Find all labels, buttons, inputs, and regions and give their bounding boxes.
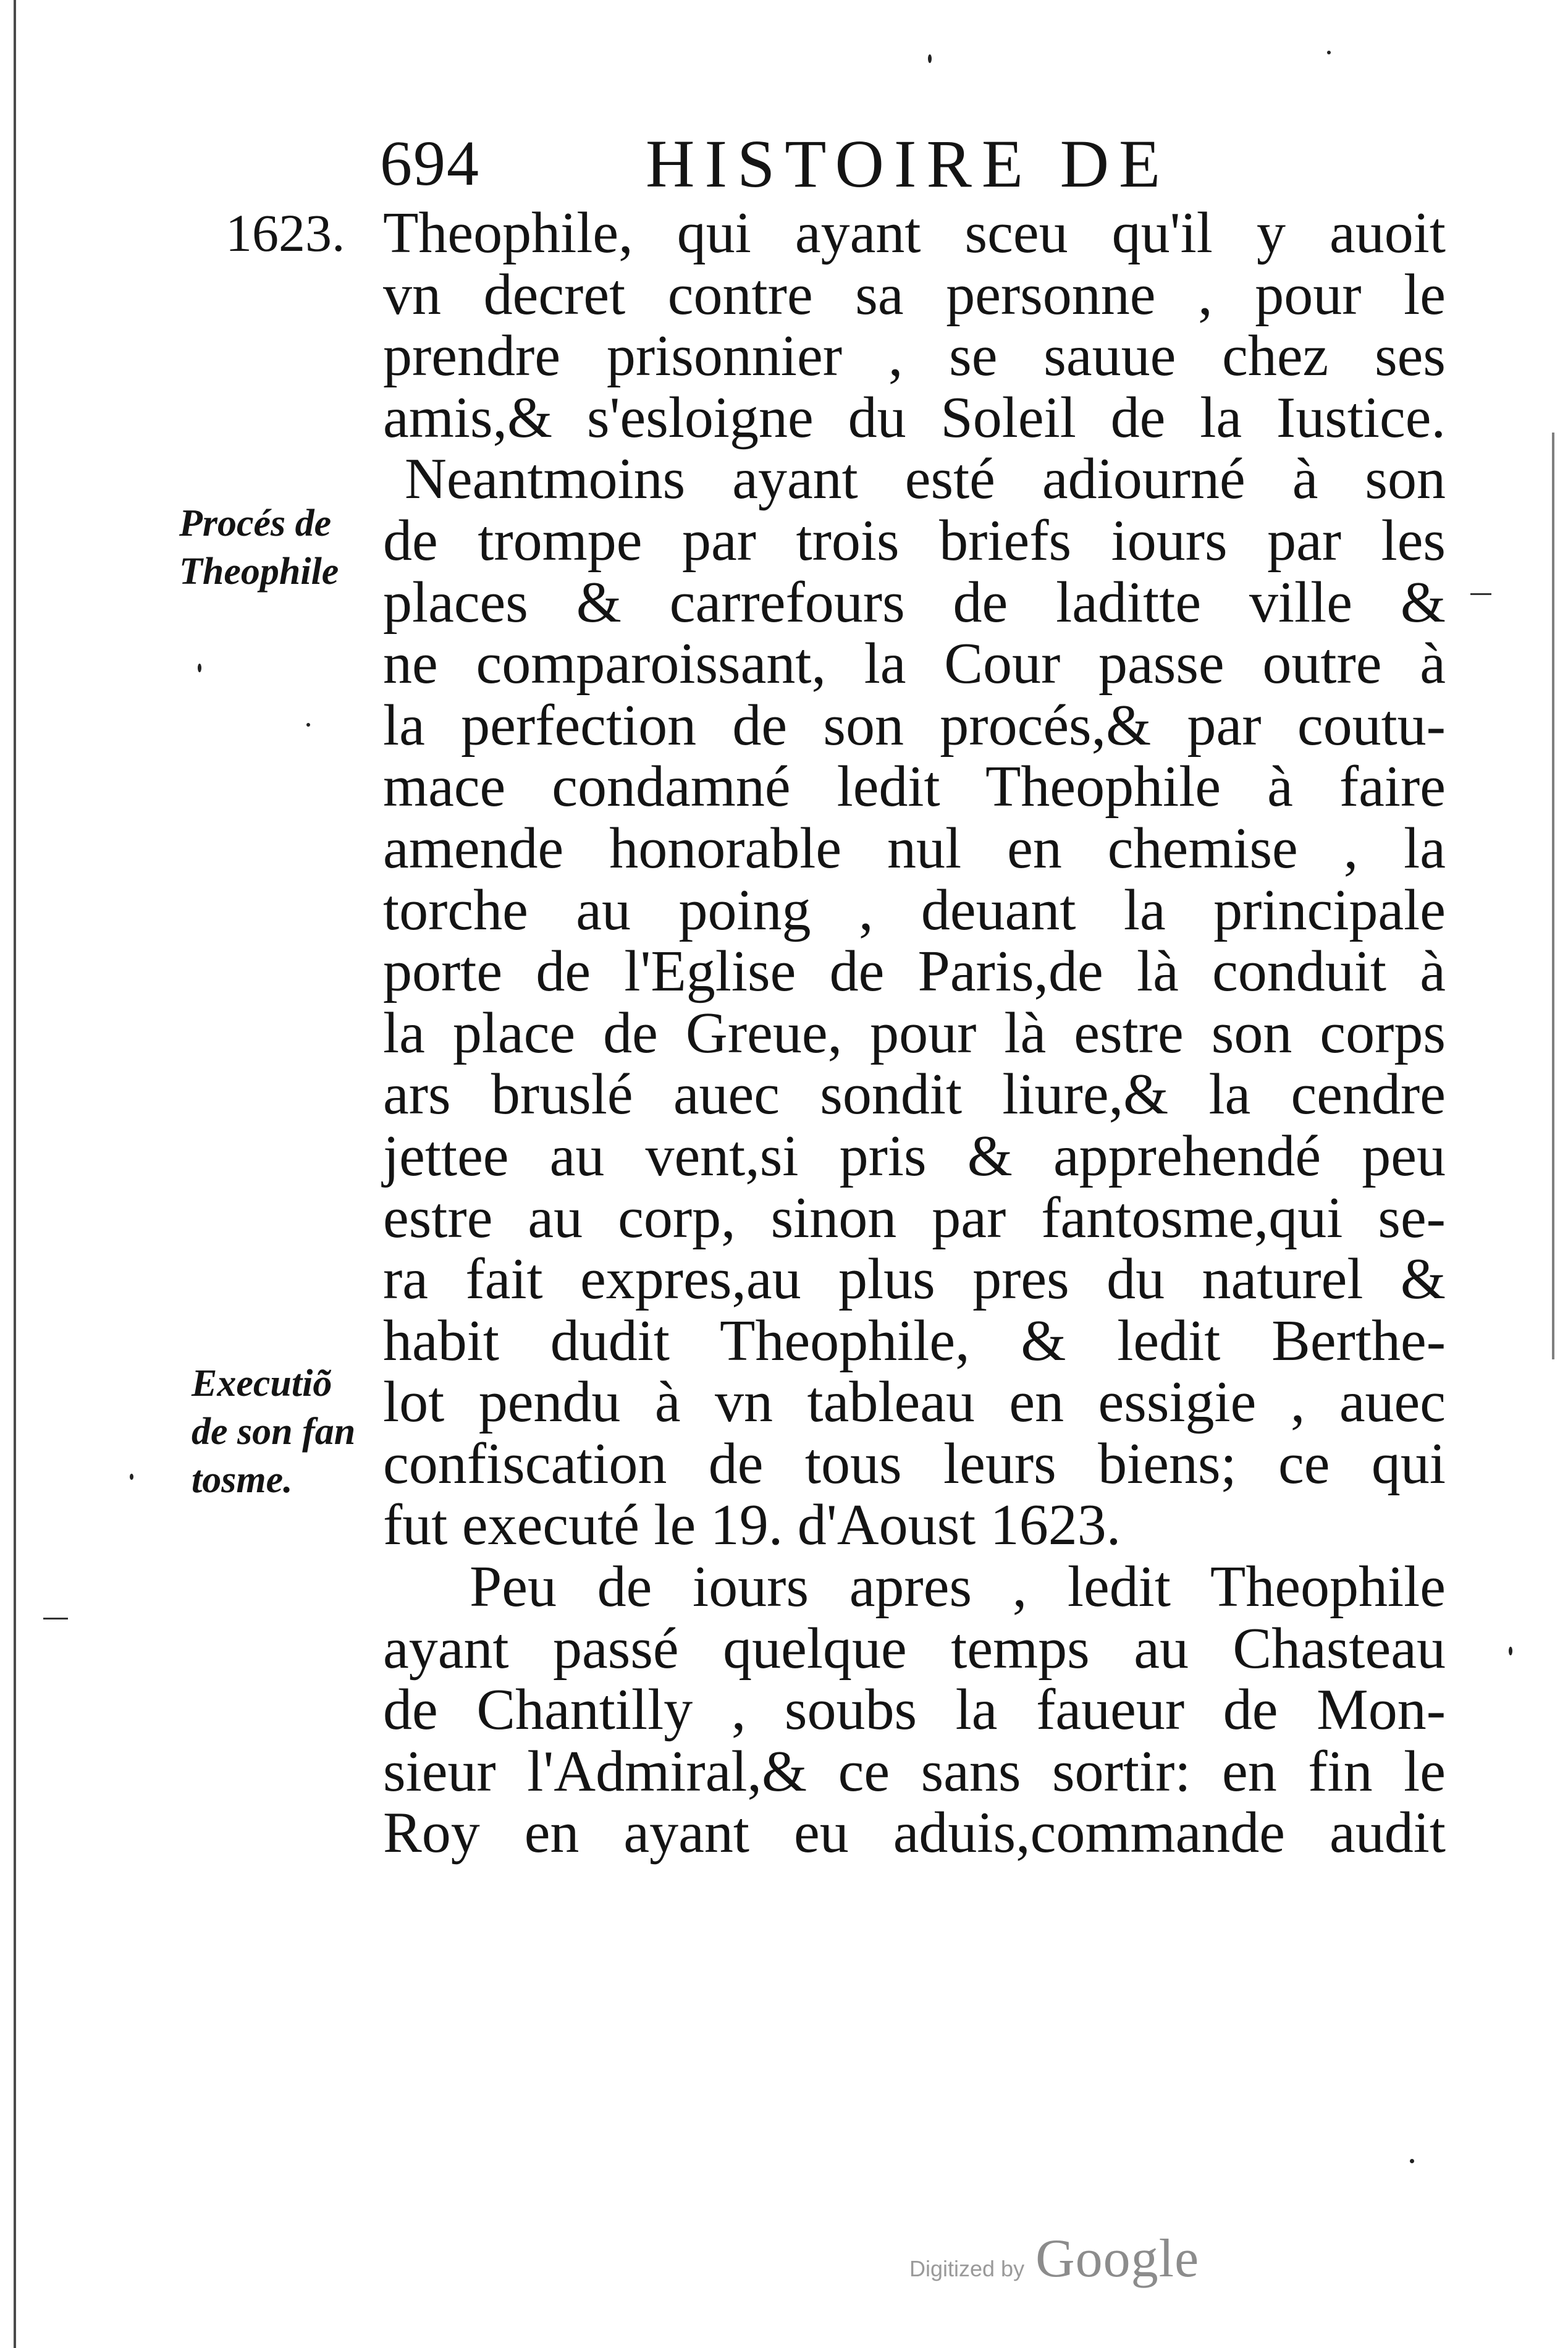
text-line: prendre prisonnier , se sauue chez ses xyxy=(383,324,1446,389)
scan-speck xyxy=(928,54,932,63)
text-line: vn decret contre sa personne , pour le xyxy=(383,262,1446,327)
margin-note-execution xyxy=(192,1359,355,1504)
text-line: jettee au vent,si pris & apprehendé peu xyxy=(383,1123,1446,1188)
margin-note-line: Procés de xyxy=(179,502,332,544)
text-line: Peu de iours apres , ledit Theophile xyxy=(470,1555,1446,1620)
text-line: de trompe par trois briefs iours par les xyxy=(383,508,1446,573)
scan-mark xyxy=(43,1618,68,1620)
body-text xyxy=(383,203,1446,1864)
page-header xyxy=(334,127,1260,213)
margin-note-proces xyxy=(179,499,339,596)
text-line: ra fait expres,au plus pres du naturel & xyxy=(383,1247,1446,1312)
text-line: amis,& s'esloigne du Soleil de la Iustice. xyxy=(383,385,1446,450)
text-line: de Chantilly , soubs la faueur de Mon- xyxy=(383,1678,1446,1742)
margin-year: 1623. xyxy=(226,203,345,263)
text-line: torche au poing , deuant la principale xyxy=(383,877,1446,942)
text-line: Neantmoins ayant esté adiourné à son xyxy=(405,447,1446,512)
text-line: ars bruslé auec sondit liure,& la cendre xyxy=(383,1062,1446,1127)
digitized-by-google xyxy=(909,2228,1199,2290)
margin-note-line: de son fan xyxy=(192,1411,356,1453)
text-line: Theophile, qui ayant sceu qu'il y auoit xyxy=(383,201,1446,265)
text-line: confiscation de tous leurs biens; ce qui xyxy=(383,1431,1446,1496)
text-line: la perfection de son procés,& par coutu- xyxy=(383,693,1446,758)
scan-edge-right xyxy=(1552,433,1554,1359)
google-wordmark: Google xyxy=(1035,2229,1200,2289)
margin-note-line: Executiõ xyxy=(192,1362,332,1404)
text-line: ne comparoissant, la Cour passe outre à xyxy=(383,631,1446,696)
text-line: ayant passé quelque temps au Chasteau xyxy=(383,1616,1446,1681)
scan-speck xyxy=(1509,1647,1512,1655)
scan-speck xyxy=(1410,2159,1414,2163)
text-line: amende honorable nul en chemise , la xyxy=(383,816,1446,880)
text-line: sieur l'Admiral,& ce sans sortir: en fin le xyxy=(383,1739,1446,1804)
text-line: fut executé le 19. d'Aoust 1623. xyxy=(383,1493,1121,1558)
text-line: mace condamné ledit Theophile à faire xyxy=(383,754,1446,819)
text-line: estre au corp, sinon par fantosme,qui se- xyxy=(383,1185,1446,1250)
margin-note-line: Theophile xyxy=(179,551,339,593)
scan-edge-left xyxy=(14,0,16,2348)
text-line: Roy en ayant eu aduis,commande audit xyxy=(383,1801,1446,1865)
scan-mark xyxy=(1470,593,1491,595)
scan-speck xyxy=(306,723,310,727)
margin-note-line: tosme. xyxy=(192,1459,293,1501)
text-line: la place de Greue, pour là estre son corps xyxy=(383,1000,1446,1065)
running-head: HISTOIRE DE xyxy=(646,126,1171,201)
page-number: 694 xyxy=(380,128,480,199)
text-line: lot pendu à vn tableau en essigie , auec xyxy=(383,1370,1446,1435)
scan-speck xyxy=(130,1474,133,1480)
scan-speck xyxy=(198,664,201,672)
scan-speck xyxy=(1327,51,1331,54)
text-line: porte de l'Eglise de Paris,de là conduit à xyxy=(383,939,1446,1004)
text-line: places & carrefours de laditte ville & xyxy=(383,570,1446,635)
text-line: habit dudit Theophile, & ledit Berthe- xyxy=(383,1308,1446,1373)
digitized-by-label: Digitized by xyxy=(909,2256,1025,2281)
